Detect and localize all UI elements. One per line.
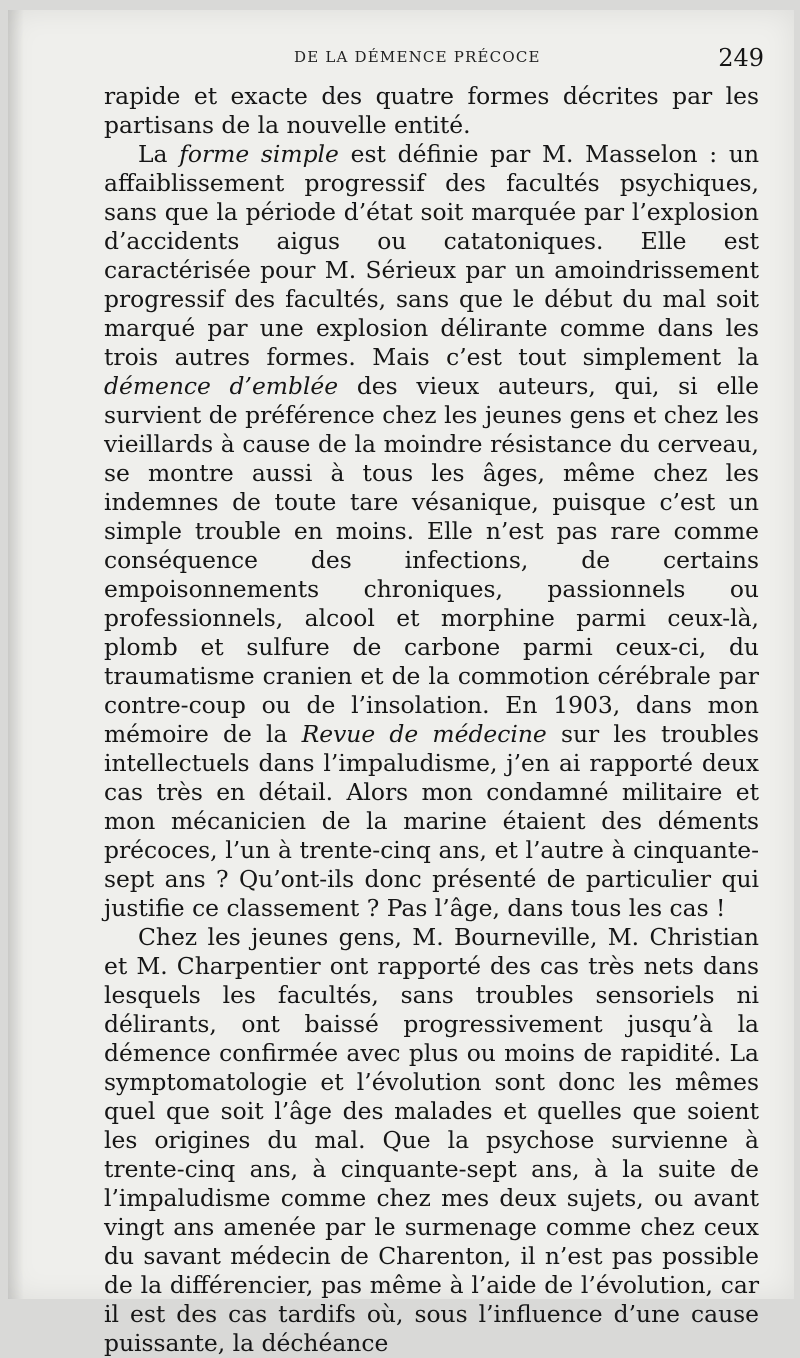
paragraph-2-suffix: sur les troubles intellectuels dans l’impaludisme, j’en ai rapporté deux cas très en détail. Alors mon condamné militaire et mon mécanicien de la marine étaient des déments précoces, l’un à trente-cinq ans, et l’autre à cinquante-sept ans ? Qu’ont-ils donc présenté de particulier qui justifie ce classement ? Pas l’âge, dans tous les cas ! (104, 720, 759, 922)
page-spine-shadow (8, 10, 24, 1299)
emphasis-demence-d-emblee: démence d’emblée (104, 372, 339, 400)
page-header (8, 44, 794, 76)
book-page (8, 10, 794, 1357)
paragraph-2-prefix: La (138, 140, 180, 168)
page-number: 249 (718, 44, 764, 72)
paragraph-2-middle-2: des vieux auteurs, qui, si elle survient de préférence chez les jeunes gens et chez les vieillards à cause de la moindre résistance du cerveau, se montre aussi à tous les âges, même chez les indemnes de toute tare vésanique, puisque c’est un simple trouble en moins. Elle n’est pas rare comme conséquence des infections, de certains empoisonnements chroniques, passionnels ou professionnels, alcool et morphine parmi ceux-là, plomb et sulfure de carbone parmi ceux-ci, du traumatisme cranien et de la commotion cérébrale par contre-coup ou de l’insolation. En 1903, dans mon mémoire de la (104, 372, 759, 748)
paragraph-2 (104, 140, 759, 923)
paragraph-3: Chez les jeunes gens, M. Bourneville, M. Christian et M. Charpentier ont rapporté des cas très nets dans lesquels les facultés, sans troubles sensoriels ni délirants, ont baissé progressivement jusqu’à la démence confirmée avec plus ou moins de rapidité. La symptomatologie et l’évolution sont donc les mêmes quel que soit l’âge des malades et quelles que soient les origines du mal. Que la psychose survienne à trente-cinq ans, à cinquante-sept ans, à la suite de l’impaludisme comme chez mes deux sujets, ou avant vingt ans amenée par le surmenage comme chez ceux du savant médecin de Charenton, il n’est pas possible de la différencier, pas même à l’aide de l’évolution, car il est des cas tardifs où, sous l’influence d’une cause puissante, la déchéance (104, 923, 759, 1357)
page-body (104, 82, 759, 1358)
emphasis-revue-de-medecine: Revue de médecine (301, 720, 547, 748)
emphasis-forme-simple: forme simple (179, 140, 339, 168)
paragraph-2-middle-1: est définie par M. Masselon : un affaiblissement progressif des facultés psychiques, sans que la période d’état soit marquée par l’explosion d’accidents aigus ou catatoniques. Elle est caractérisée pour M. Sérieux par un amoindrissement progressif des facultés, sans que le début du mal soit marqué par une explosion délirante comme dans les trois autres formes. Mais c’est tout simplement la (104, 140, 760, 371)
paragraph-1: rapide et exacte des quatre formes décrites par les partisans de la nouvelle entité. (104, 82, 759, 139)
running-title: DE LA DÉMENCE PRÉCOCE (294, 48, 541, 66)
